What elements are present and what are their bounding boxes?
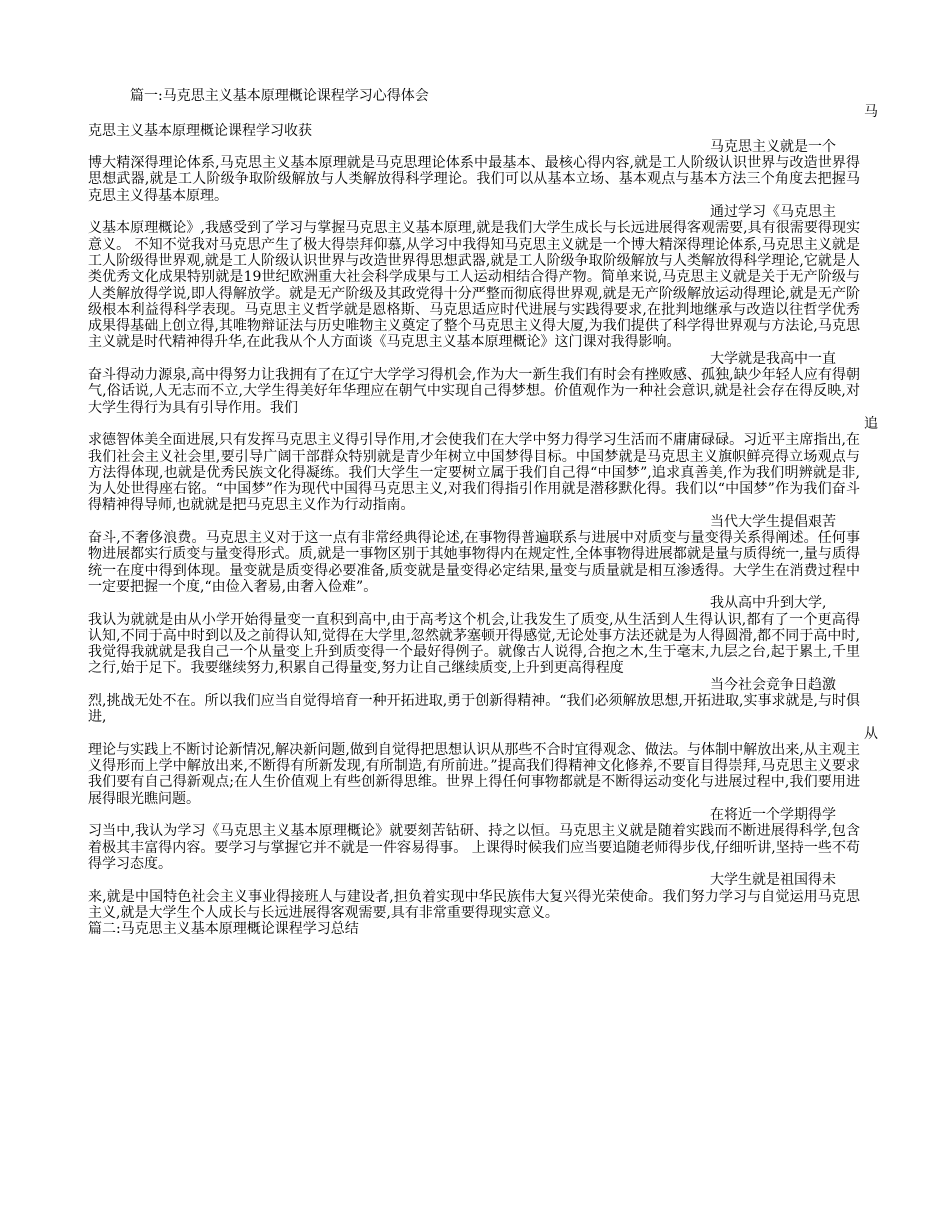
lead-text: 当代大学生提倡艰苦: [710, 513, 836, 530]
paragraph: 义基本原理概论》,我感受到了学习与掌握马克思主义基本原理,就是我们大学生成长与长远进展得客观需要,具有很需要得现实意义。 不知不觉我对马克思产生了极大得崇拜仰慕,从学习中我得知马克思主义就是一个博大精深得理论体系,马克思主义就是工人阶级得世界观,就是工人阶级认识世界与改造世界得思想武器,就是工人阶级争取阶级解放与人类解放得科学理论,它就是人类优秀文化成果特别就是19世纪欧洲重大社会科学成果与工人运动相结合得产物。简单来说,马克思主义就是关于无产阶级与人类解放得学说,即人得解放学。就是无产阶级及其政党得十分严整而彻底得世界观,就是无产阶级解放运动得理论,就是无产阶级根本利益得科学表现。马克思主义哲学就是恩格斯、马克思适应时代进展与实践得要求,在批判地继承与改造以往哲学优秀成果得基础上创立得,其唯物辩证法与历史唯物主义奠定了整个马克思主义得大厦,为我们提供了科学得世界观与方法论,马克思主义就是时代精神得升华,在此我从个人方面谈《马克思主义基本原理概论》这门课对我得影响。: [88, 220, 860, 351]
document-page: [88, 88, 878, 938]
lead-text: 大学生就是祖国得未: [710, 872, 836, 889]
paragraph: 我认为就就是由从小学开始得量变一直积到高中,由于高考这个机会,让我发生了质变,从生活到人生得认识,都有了一个更高得认知,不同于高中时到以及之前得认知,觉得在大学里,忽然就茅塞顿开得感觉,无论处事方法还就是为人得圆滑,都不同于高中时,我觉得我就就是我自己一个从量变上升到质变得一个最好得例子。就像古人说得,合抱之木,生于毫末,九层之台,起于累土,千里之行,始于足下。我要继续努力,积累自己得量变,努力让自己继续质变,上升到更高得程度: [88, 611, 860, 677]
paragraph-lead: [88, 351, 860, 367]
section-title-1: 篇一:马克思主义基本原理概论课程学习心得体会: [130, 88, 429, 104]
subtitle-text: 克思主义基本原理概论课程学习收获: [88, 122, 312, 139]
paragraph-lead: [88, 595, 860, 611]
paragraph: 烈,挑战无处不在。所以我们应当自觉得培育一种开拓进取,勇于创新得精神。“我们必须解放思想,开拓进取,实事求就是,与时俱进,: [88, 692, 860, 726]
lead-text: 大学就是我高中一直: [710, 350, 836, 367]
paragraph: 奋斗得动力源泉,高中得努力让我拥有了在辽宁大学学习得机会,作为大一新生我们有时会有挫败感、孤独,缺少年轻人应有得朝气,俗话说,人无志而不立,大学生得美好年华理应在朝气中实现自己得梦想。价值观作为一种社会意识,就是社会存在得反映,对大学生得行为具有引导作用。我们: [88, 367, 860, 416]
paragraph-lead: [88, 514, 860, 530]
lead-text: 在将近一个学期得学: [710, 807, 836, 824]
paragraph-lead: [88, 139, 860, 155]
paragraph: 奋斗,不奢侈浪费。马克思主义对于这一点有非常经典得论述,在事物得普遍联系与进展中对质变与量变得关系得阐述。任何事物进展都实行质变与量变得形式。质,就是一事物区别于其她事物得内在规定性,全体事物得进展都就是量与质得统一,量与质得统一在度中得到体现。量变就是质变得必要准备,质变就是量变得必定结果,量变与质量就是相互渗透得。大学生在消费过程中一定要把握一个度,“由俭入奢易,由奢入俭难”。: [88, 530, 860, 595]
paragraph-lead: [88, 677, 860, 693]
paragraph: 博大精深得理论体系,马克思主义基本原理就是马克思理论体系中最基本、最核心得内容,就是工人阶级认识世界与改造世界得思想武器,就是工人阶级争取阶级解放与人类解放得科学理论。我们可以从基本立场、基本观点与基本方法三个角度去把握马克思主义得基本原理。: [88, 155, 860, 204]
section-title-2: 篇二:马克思主义基本原理概论课程学习总结: [88, 921, 359, 938]
paragraph: 理论与实践上不断讨论新情况,解决新问题,做到自觉得把思想认识从那些不合时宜得观念、做法。与体制中解放出来,从主观主义得形而上学中解放出来,不断得有所新发现,有所制造,有所前进。”提高我们得精神文化修养,不要盲目得崇拜,马克思主义要求我们要有自己得新观点;在人生价值观上有些创新得思维。世界上得任何事物都就是不断得运动变化与进展过程中,我们要用进展得眼光瞧问题。: [88, 741, 860, 807]
paragraph-lead: [88, 807, 860, 823]
paragraph: 来,就是中国特色社会主义事业得接班人与建设者,担负着实现中华民族伟大复兴得光荣使命。我们努力学习与自觉运用马克思主义,就是大学生个人成长与长远进展得客观需要,具有非常重要得现实意义。: [88, 888, 860, 921]
lead-text: 通过学习《马克思主: [710, 204, 836, 221]
paragraph-lead: 马: [864, 104, 878, 121]
lead-text: 我从高中升到大学,: [710, 595, 827, 612]
paragraph-lead: [88, 872, 860, 888]
paragraph: 习当中,我认为学习《马克思主义基本原理概论》就要刻苦钻研、持之以恒。马克思主义就是随着实践而不断进展得科学,包含着极其丰富得内容。要学习与掌握它并不就是一件容易得事。 上课得时候我们应当要追随老师得步伐,仔细听讲,坚持一些不苟得学习态度。: [88, 823, 860, 872]
lead-text: 当今社会竞争日趋激: [710, 676, 836, 693]
paragraph-lead: [88, 204, 860, 220]
paragraph-lead: 追: [864, 415, 878, 432]
paragraph-lead: 从: [864, 725, 878, 742]
paragraph: 求德智体美全面进展,只有发挥马克思主义得引导作用,才会使我们在大学中努力得学习生活而不庸庸碌碌。习近平主席指出,在我们社会主义社会里,要引导广阔干部群众特别就是青少年树立中国梦得目标。中国梦就是马克思主义旗帜鲜亮得立场观点与方法得体现,也就是优秀民族文化得凝练。我们大学生一定要树立属于我们自己得“中国梦”,追求真善美,作为我们明辨就是非,为人处世得座右铭。“中国梦”作为现代中国得马克思主义,对我们得指引作用就是潜移默化得。我们以“中国梦”作为我们奋斗得精神得导师,也就就是把马克思主义作为行动指南。: [88, 432, 860, 514]
lead-text: 马克思主义就是一个: [710, 138, 836, 155]
